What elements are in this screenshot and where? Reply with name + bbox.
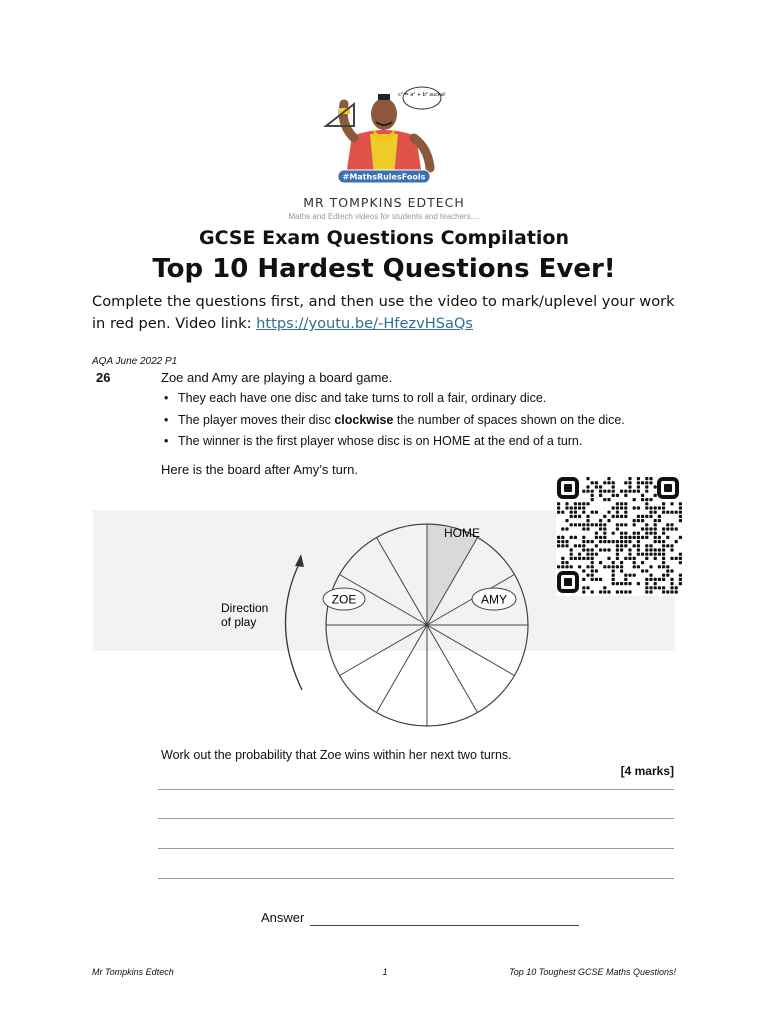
page-number: 1 <box>382 967 388 977</box>
board-intro: Here is the board after Amy’s turn. <box>161 462 359 477</box>
brand-name: MR TOMPKINS EDTECH <box>303 195 465 210</box>
working-line[interactable] <box>158 818 674 819</box>
question-source: AQA June 2022 P1 <box>92 356 178 367</box>
answer-line[interactable] <box>310 925 579 926</box>
bullet-bold-text: clockwise <box>334 413 394 427</box>
question-intro: Zoe and Amy are playing a board game. <box>161 370 393 385</box>
question-number: 26 <box>96 370 111 385</box>
compilation-heading: GCSE Exam Questions Compilation <box>198 227 570 249</box>
bullet-text: the number of spaces shown on the dice. <box>393 413 625 427</box>
direction-arrow <box>285 562 302 690</box>
segment-divider <box>377 538 428 625</box>
brand-tagline: Maths and Edtech videos for students and teachers.... <box>288 212 480 221</box>
qr-code-icon[interactable] <box>556 476 684 596</box>
amy-label: AMY <box>480 592 508 607</box>
zoe-label: ZOE <box>331 592 357 607</box>
logo-bubble-text: c² = a² + b² sucka! <box>398 92 446 98</box>
video-link[interactable]: https://youtu.be/-HfezvHSaQs <box>256 315 473 332</box>
working-line[interactable] <box>158 789 674 790</box>
answer-label: Answer <box>261 910 305 925</box>
segment-divider <box>427 625 514 676</box>
instructions-text <box>92 291 692 335</box>
question-prompt: Work out the probability that Zoe wins within her next two turns. <box>161 748 512 762</box>
instructions-body: Complete the questions first, and then use the video to mark/uplevel your work in red pen. Video link: <box>92 293 675 332</box>
footer-right: Top 10 Toughest GCSE Maths Questions! <box>509 967 676 977</box>
home-label: HOME <box>444 526 480 540</box>
footer-left: Mr Tompkins Edtech <box>92 967 174 977</box>
logo-caption: #MathsRulesFools <box>342 172 426 182</box>
segment-divider <box>340 625 427 676</box>
direction-label-line-1: Direction <box>221 601 269 615</box>
bullet-item <box>178 413 625 427</box>
mr-tompkins-logo <box>318 84 450 188</box>
bullet-item: • The winner is the first player whose disc is on HOME at the end of a turn. <box>178 434 582 448</box>
board-segments <box>326 524 528 726</box>
segment-divider <box>377 625 428 712</box>
marks-label: [4 marks] <box>620 764 674 778</box>
page-title: Top 10 Hardest Questions Ever! <box>152 254 616 284</box>
working-line[interactable] <box>158 878 674 879</box>
arrow-head-icon <box>295 554 304 567</box>
segment-divider <box>427 625 478 712</box>
bullet-text: The player moves their disc <box>178 413 335 427</box>
bullet-item: • They each have one disc and take turns to roll a fair, ordinary dice. <box>178 391 546 405</box>
board-diagram <box>200 508 540 748</box>
direction-label-line-2: of play <box>221 615 257 629</box>
working-line[interactable] <box>158 848 674 849</box>
